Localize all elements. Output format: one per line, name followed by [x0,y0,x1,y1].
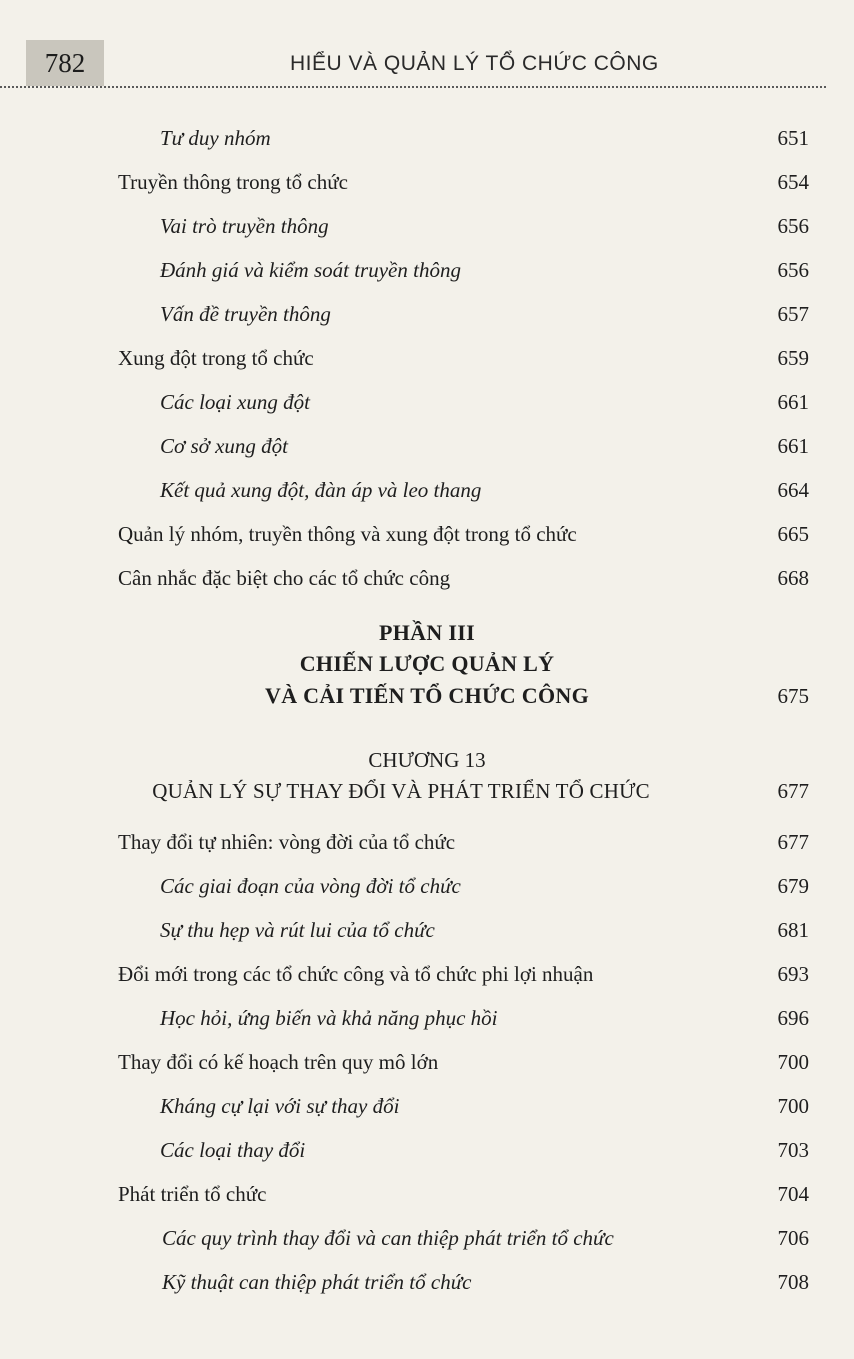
toc-entry [0,1223,854,1253]
toc-entry-page: 657 [777,302,809,326]
toc-entry-page: 708 [777,1270,809,1294]
toc-entry [0,1003,854,1033]
toc-entry-page: 661 [777,390,809,414]
toc-entry [0,915,854,945]
toc-entry-page: 706 [777,1226,809,1250]
toc-entry-title: Các quy trình thay đổi và can thiệp phát triển tổ chức [162,1226,614,1250]
part-title-line1: CHIẾN LƯỢC QUẢN LÝ [299,651,555,676]
page-header [0,0,854,92]
toc-entry-page: 656 [777,258,809,282]
toc-entry-page: 677 [777,830,809,854]
toc-entry [0,123,854,153]
toc-entry-title: Xung đột trong tổ chức [118,346,314,370]
toc-entry-title: Kết quả xung đột, đàn áp và leo thang [160,478,482,502]
toc-entry [0,475,854,505]
toc-entry-page: 668 [777,566,809,590]
toc-entry-page: 681 [777,918,809,942]
toc-entry-title: Kháng cự lại với sự thay đổi [160,1094,400,1118]
toc-entry-page: 679 [777,874,809,898]
running-title: HIỂU VÀ QUẢN LÝ TỔ CHỨC CÔNG [290,52,659,75]
chapter-title: QUẢN LÝ SỰ THAY ĐỔI VÀ PHÁT TRIỂN TỔ CHỨC [152,779,650,803]
toc-entry [0,871,854,901]
toc-entry [0,211,854,241]
toc-entry-title: Kỹ thuật can thiệp phát triển tổ chức [162,1270,472,1294]
toc-entry-page: 700 [777,1050,809,1074]
toc-entry-title: Thay đổi có kế hoạch trên quy mô lớn [118,1050,439,1074]
toc-entry-title: Thay đổi tự nhiên: vòng đời của tổ chức [118,830,456,854]
toc-entry-page: 704 [777,1182,809,1206]
toc-entry [0,1267,854,1297]
chapter-page: 677 [777,779,809,803]
toc-entry-title: Đổi mới trong các tổ chức công và tổ chức phi lợi nhuận [118,962,594,986]
toc-entry-title: Vai trò truyền thông [160,214,329,238]
toc-entry [0,827,854,857]
toc-entry-page: 659 [777,346,809,370]
toc-entry-title: Truyền thông trong tổ chức [118,170,348,194]
toc-entry-title: Tư duy nhóm [160,126,271,150]
part-title-line2: VÀ CẢI TIẾN TỔ CHỨC CÔNG [265,683,589,708]
toc-entry [0,1179,854,1209]
toc-entry [0,519,854,549]
toc-entry-title: Cơ sở xung đột [160,434,288,458]
toc-entry [0,1091,854,1121]
toc-entry-page: 651 [777,126,809,150]
toc-entry-page: 664 [777,478,809,502]
toc-entry-page: 696 [777,1006,809,1030]
toc-entry-page: 703 [777,1138,809,1162]
toc-entry-page: 700 [777,1094,809,1118]
toc-entry-title: Cân nhắc đặc biệt cho các tổ chức công [118,566,451,590]
toc-entry [0,563,854,593]
toc-entry-page: 693 [777,962,809,986]
part-label: PHẦN III [379,620,475,645]
toc-entry-page: 665 [777,522,809,546]
chapter-label: CHƯƠNG 13 [368,748,486,772]
header-divider [0,86,826,88]
part-page: 675 [777,684,809,708]
toc-entry-page: 654 [777,170,809,194]
toc-entry-title: Học hỏi, ứng biến và khả năng phục hồi [160,1006,498,1030]
toc-entry [0,1135,854,1165]
toc-entry [0,299,854,329]
toc-entry-title: Các loại thay đổi [160,1138,306,1162]
toc-entry-title: Vấn đề truyền thông [160,302,331,326]
page-number: 782 [44,48,86,78]
toc-entry-title: Quản lý nhóm, truyền thông và xung đột trong tổ chức [118,522,577,546]
toc-entry-title: Sự thu hẹp và rút lui của tổ chức [160,918,435,942]
page-number-box [26,40,104,86]
toc-entry-page: 656 [777,214,809,238]
toc-entry [0,431,854,461]
toc-entry-title: Các loại xung đột [160,390,310,414]
toc-entry [0,343,854,373]
toc-entry-page: 661 [777,434,809,458]
toc-entry [0,255,854,285]
toc-entry-title: Đánh giá và kiểm soát truyền thông [160,258,461,282]
toc-entry [0,959,854,989]
toc-entry [0,1047,854,1077]
toc-entry [0,167,854,197]
toc-entry-title: Phát triển tổ chức [118,1182,267,1206]
toc-entry [0,387,854,417]
toc-entry-title: Các giai đoạn của vòng đời tổ chức [160,874,461,898]
